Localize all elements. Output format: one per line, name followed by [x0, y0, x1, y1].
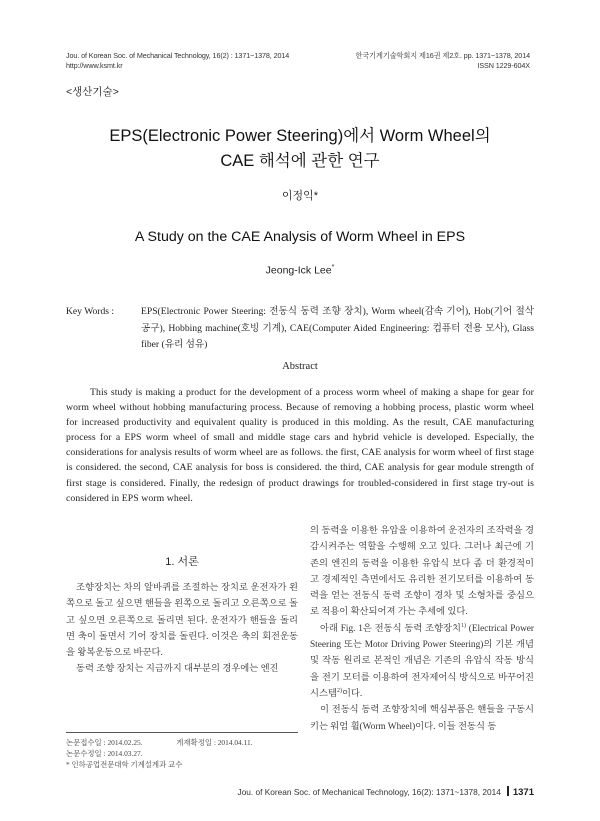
journal-citation-ko: 한국기계기술학회지 제16권 제2호. pp. 1371~1378, 2014	[355, 51, 530, 60]
body-right-column	[310, 523, 534, 735]
reference-mark[interactable]: 1)	[461, 622, 466, 629]
keywords-text: EPS(Electronic Power Steering: 전동식 동력 조향 장치), Worm wheel(감속 기어), Hob(기어 절삭 공구), Hobbing machine(호빙 기계), CAE(Computer Aided Engineering: 컴퓨터 전용 모사), Glass fiber (유리 섬유)	[141, 306, 534, 350]
section-tag: <생산기술>	[66, 86, 119, 98]
journal-header-right	[330, 51, 530, 71]
body-paragraph: 이 전동식 동력 조향장치에 핵심부품은 핸들을 구동시키는 워엄 휠(Worm Wheel)이다. 이들 전동식 동	[310, 705, 534, 732]
journal-citation: Jou. of Korean Soc. of Mechanical Technology, 16(2) : 1371~1378, 2014	[66, 51, 290, 60]
footer-divider	[507, 786, 509, 796]
reference-mark[interactable]: 2)	[336, 687, 342, 694]
received-date: 논문접수일 : 2014.02.25.	[66, 738, 143, 747]
body-paragraph	[310, 621, 534, 702]
body-paragraph: 조향장치는 차의 알바퀴를 조절하는 장치로 운전자가 왼쪽으로 돌고 싶으면 핸들을 왼쪽으로 돌리고 오른쪽으로 돌고 싶으면 오른쪽으로 돌리면 된다. 운전자가 핸들을 돌리면 축이 돌면서 기어 장치를 돌린다. 이것은 축의 회전운동을 왕복운동으로 바꾼다.	[66, 583, 298, 659]
paragraph-text: (Electrical Power Steering 또는 Motor Driving Power Steering)의 기본 개념 및 작동 원리로 본적인 개념은 기존의 유압식 작동 방식을 전기 모터를 이용하여 전자제어식 방식으로 바꾸어진 시스템	[310, 623, 535, 699]
issn: ISSN 1229-604X	[477, 61, 530, 70]
paragraph-text: 이다.	[341, 688, 363, 699]
abstract-title: Abstract	[282, 361, 318, 372]
author-en-mark: *	[331, 264, 335, 271]
body-left-column	[66, 580, 298, 678]
title-ko-line1: EPS(Electronic Power Steering)에서 Worm Wheel의	[109, 127, 491, 145]
title-ko-line2: CAE 해석에 관한 연구	[220, 152, 380, 170]
body-paragraph: 의 동력을 이용한 유압을 이용하여 운전자의 조작력을 경감시켜주는 역할을 수행해 오고 있다. 그러나 최근에 기존의 엔진의 동력을 이용한 유압식 보다 좀 더 환경적이고 경제적인 측면에서도 유리한 전기모터를 이용하여 동력을 얻는 전동식 동력 조향이 경차 및 소형차를 중심으로 적용이 확산되어져 가는 추세에 있다.	[310, 526, 534, 618]
journal-header-left	[66, 51, 289, 71]
author-en-name: Jeong-Ick Lee	[265, 264, 332, 277]
section-1-heading: 1. 서론	[165, 556, 199, 568]
page-number: 1371	[512, 787, 534, 798]
keywords-label: Key Words :	[66, 306, 115, 317]
title-en: A Study on the CAE Analysis of Worm Wheel in EPS	[134, 229, 466, 245]
abstract-text: This study is making a product for the development of a process worm wheel of making a shape for gear for worm wheel without hobbing manufacturing process. Because of removing a hobbing process, plastic worm wheel for increased productivity and equivalent quality is produced in this molding. As the result, CAE manufacturing process for a EPS worm wheel of small and middle stage cars and hybrid vehicle is developed. Especially, the considerations for analysis results of worm wheel are as follows. the first, CAE analysis for worm wheel of first stage is considered. the second, CAE analysis for boss is considered. the third, CAE analysis for gear module strength of first stage is considered. Finally, the redesign of product drawings for troubled-considered in first stage try-out is considered in EPS worm wheel.	[66, 387, 534, 504]
accepted-date: 게재확정일 : 2014.04.11.	[176, 738, 253, 747]
author-affiliation: * 인하공업전문대학 기계설계과 교수	[66, 760, 183, 769]
footnote-dates	[66, 738, 253, 749]
page-footer	[230, 786, 534, 798]
author-ko: 이정익*	[281, 190, 319, 202]
paragraph-text: 아래 Fig. 1은 전동식 동력 조향장치	[320, 623, 461, 634]
journal-url[interactable]: http://www.ksmt.kr	[66, 61, 123, 70]
author-en	[0, 264, 600, 277]
body-paragraph: 동력 조향 장치는 지금까지 대부분의 경우에는 엔진	[76, 664, 279, 675]
revised-date: 논문수정일 : 2014.03.27.	[66, 749, 143, 758]
footnote-divider	[66, 732, 298, 733]
footer-citation: Jou. of Korean Soc. of Mechanical Technology, 16(2): 1371~1378, 2014	[237, 787, 501, 797]
